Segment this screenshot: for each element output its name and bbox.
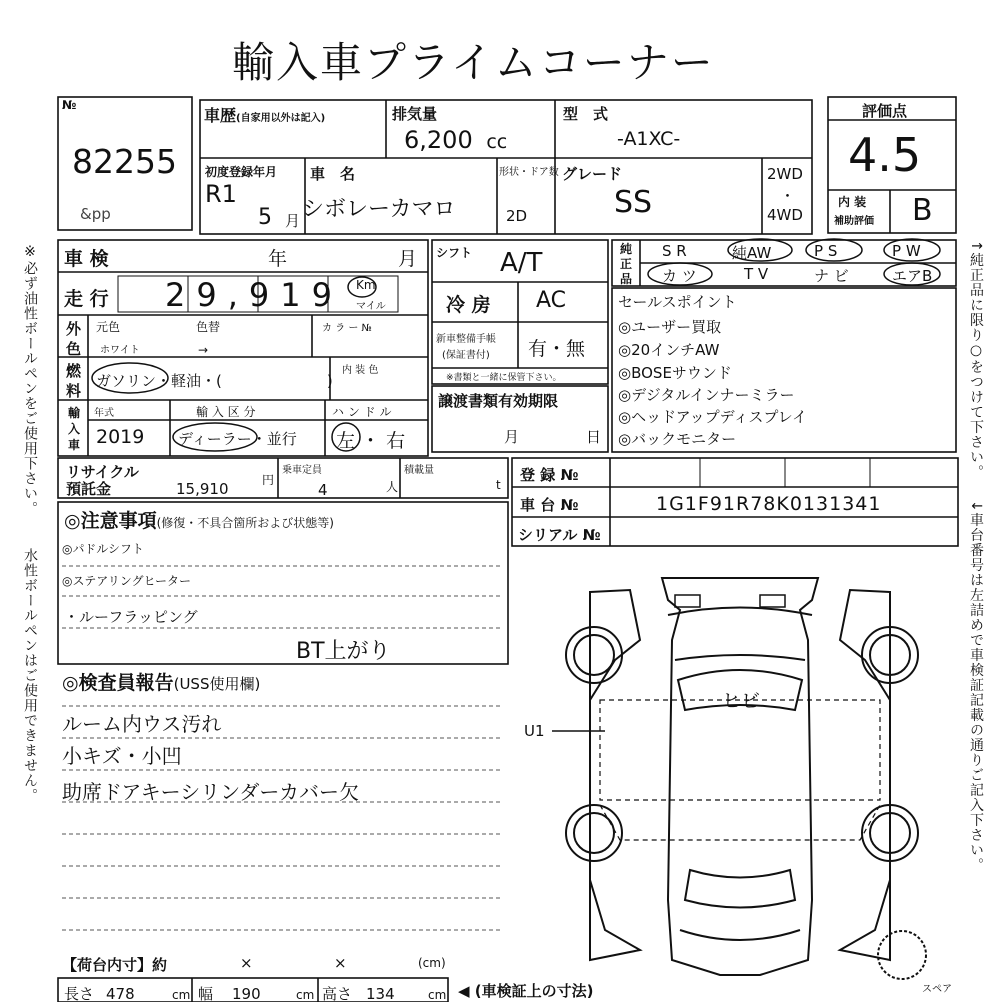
aircon-value: AC	[536, 288, 567, 313]
mileage-label: 走 行	[64, 288, 109, 310]
inspector-header	[62, 668, 260, 695]
left-margin-note-2: 水性ボールペンはご使用できません。	[22, 548, 38, 803]
doors-label: 形状・ドア数	[499, 167, 559, 178]
spare-label: スペア	[922, 984, 952, 995]
inspection-month: 月	[398, 248, 418, 270]
import-year: 2019	[96, 426, 145, 448]
import-handle: ハ ン ド ル	[332, 405, 392, 419]
history-label-text: 車歴	[204, 106, 237, 125]
aircon-label: 冷 房	[446, 294, 491, 316]
cargo-label: 【荷台内寸】約	[62, 956, 168, 974]
displacement-label: 排気量	[392, 105, 438, 123]
displacement-value	[404, 126, 507, 154]
sales-point-item: ◎バックモニター	[618, 430, 737, 448]
fuel-options: ガソリン・軽油・( )	[96, 372, 333, 390]
right-margin-note-1: ↑純正品に限り○をつけて下さい。	[968, 240, 984, 480]
service-book-value: 有・無	[528, 338, 586, 360]
width-label: 幅	[198, 985, 214, 1003]
equip-label-1: 純	[620, 242, 633, 256]
history-label	[204, 103, 325, 126]
mileage-unit-mile: マイル	[356, 301, 386, 312]
lot-label: №	[62, 98, 77, 112]
history-note: (自家用以外は記入)	[236, 113, 326, 124]
equip-label-2: 正	[620, 257, 633, 271]
transfer-month: 月	[504, 428, 520, 446]
equip-cassette: カ ツ	[662, 267, 697, 285]
import-handle-value: 左 ・ 右	[336, 430, 406, 452]
service-book-label-1: 新車整備手帳	[436, 334, 496, 345]
serial-label: シリアル №	[518, 526, 601, 544]
import-label-3: 車	[68, 438, 81, 452]
fuel-label-1: 燃	[66, 362, 82, 380]
inspector-item: 小キズ・小凹	[62, 744, 182, 768]
note-item: ◎ステアリングヒーター	[62, 574, 192, 588]
displacement-unit: cc	[486, 131, 508, 153]
equip-aw: 純AW	[732, 244, 772, 262]
windshield-note: ヒビ	[722, 690, 761, 712]
car-name-value: シボレーカマロ	[302, 197, 456, 222]
capacity-unit: 人	[386, 480, 399, 494]
car-name-label: 車 名	[310, 165, 356, 183]
import-division-value: ディーラー・並行	[178, 430, 297, 448]
inspector-sub: (USS使用欄)	[173, 675, 261, 693]
cargo-x2: ×	[334, 954, 347, 972]
score-label: 評価点	[862, 102, 908, 120]
height-label: 高さ	[322, 985, 353, 1003]
drive-dot: ・	[780, 187, 796, 205]
score-value: 4.5	[848, 128, 922, 182]
lot-number: 82255	[72, 142, 177, 181]
doors-value: 2D	[506, 207, 528, 225]
first-reg-month-unit: 月	[285, 212, 301, 230]
color-label-2: 色	[66, 340, 82, 358]
equip-ps: P S	[814, 242, 838, 260]
displacement-number: 6,200	[404, 126, 473, 154]
mileage-unit-km: Km	[356, 278, 376, 292]
model-type-label: 型 式	[563, 105, 609, 123]
recycle-label-2: 預託金	[66, 480, 112, 498]
page-title: 輸入車プライムコーナー	[232, 38, 715, 87]
length-label: 長さ	[64, 985, 95, 1003]
inspector-item: ルーム内ウス汚れ	[62, 712, 222, 736]
lot-scribble: &pp	[80, 205, 111, 223]
height-value: 134	[366, 985, 395, 1003]
grade-value: SS	[614, 185, 653, 220]
import-label-2: 入	[68, 422, 81, 436]
mileage-value: 29,919	[165, 276, 343, 314]
shift-value: A/T	[500, 248, 543, 278]
model-type-value: -A1XC-	[617, 128, 681, 150]
length-unit: cm	[172, 988, 191, 1002]
side-note: U1	[524, 722, 545, 740]
sales-point-item: ◎20インチAW	[618, 341, 720, 359]
notes-label: ◎注意事項	[64, 510, 157, 532]
fuel-label-2: 料	[66, 382, 82, 400]
notes-header	[64, 506, 334, 533]
drive-2wd: 2WD	[767, 165, 803, 183]
interior-value: B	[912, 193, 933, 228]
width-unit: cm	[296, 988, 315, 1002]
note-item: ◎パドルシフト	[62, 542, 144, 556]
drive-4wd: 4WD	[767, 206, 803, 224]
shift-label: シフト	[436, 246, 473, 260]
chassis-label: 車 台 №	[520, 496, 579, 514]
inspector-label: ◎検査員報告	[62, 672, 174, 694]
interior-label-1: 内 装	[838, 195, 867, 209]
load-unit: t	[496, 478, 501, 492]
transfer-label: 譲渡書類有効期限	[438, 392, 559, 410]
import-division: 輸 入 区 分	[196, 405, 256, 419]
load-label: 積載量	[404, 465, 434, 476]
inspection-label: 車 検	[64, 248, 109, 270]
service-book-note: ※書類と一緒に保管下さい。	[446, 373, 562, 383]
color-value: ホワイト	[100, 345, 140, 356]
width-value: 190	[232, 985, 261, 1003]
first-reg-label: 初度登録年月	[205, 165, 278, 179]
sales-point-item: ◎デジタルインナーミラー	[618, 386, 795, 404]
inspection-year: 年	[268, 248, 288, 270]
first-reg-year: R1	[205, 180, 237, 208]
cargo-unit: (cm)	[418, 956, 446, 970]
right-margin-note-2: ↓車台番号は左詰めで車検証記載の通りご記入下さい。	[968, 500, 984, 873]
equip-sr: S R	[662, 242, 687, 260]
color-label-1: 外	[66, 320, 82, 338]
interior-color-label: 内 装 色	[342, 365, 379, 376]
first-reg-month: 5	[258, 205, 272, 230]
recycle-value: 15,910	[176, 480, 229, 498]
capacity-value: 4	[318, 481, 328, 499]
import-year-label: 年式	[94, 408, 114, 419]
equip-label-3: 品	[620, 272, 633, 286]
sales-point-item: ◎BOSEサウンド	[618, 364, 732, 382]
length-value: 478	[106, 985, 135, 1003]
transfer-day: 日	[586, 428, 602, 446]
color-original: 元色	[96, 320, 121, 334]
service-book-label-2: (保証書付)	[442, 350, 490, 361]
import-label-1: 輸	[68, 406, 81, 420]
height-unit: cm	[428, 988, 447, 1002]
color-arrow: →	[198, 343, 209, 357]
left-margin-note-1: ※必ず油性ボールペンをご使用下さい。	[22, 244, 38, 516]
color-changed: 色替	[196, 320, 221, 334]
dims-note: ◀ (車検証上の寸法)	[458, 982, 594, 1000]
cargo-x1: ×	[240, 954, 253, 972]
color-no: カ ラ ー №	[322, 323, 372, 334]
equip-tv: T V	[744, 265, 769, 283]
equip-pw: P W	[892, 242, 921, 260]
notes-sub: (修復・不具合箇所および状態等)	[156, 516, 334, 530]
note-item: BT上がり	[296, 639, 391, 664]
capacity-label: 乗車定員	[282, 465, 322, 476]
grade-label: グレード	[562, 165, 623, 183]
sales-points-label: セールスポイント	[618, 293, 737, 311]
sales-point-item: ◎ユーザー買取	[618, 318, 722, 336]
note-item: ・ルーフラッピング	[64, 608, 198, 626]
recycle-label-1: リサイクル	[66, 463, 139, 481]
equip-navi: ナ ビ	[814, 267, 849, 285]
equip-airbag: エアB	[892, 267, 933, 285]
inspector-item: 助席ドアキーシリンダーカバー欠	[62, 780, 359, 804]
chassis-value: 1G1F91R78K0131341	[656, 493, 882, 515]
interior-label-2: 補助評価	[834, 216, 874, 227]
registration-label: 登 録 №	[520, 466, 579, 484]
recycle-unit: 円	[262, 473, 275, 487]
sales-point-item: ◎ヘッドアップディスプレイ	[618, 408, 808, 426]
